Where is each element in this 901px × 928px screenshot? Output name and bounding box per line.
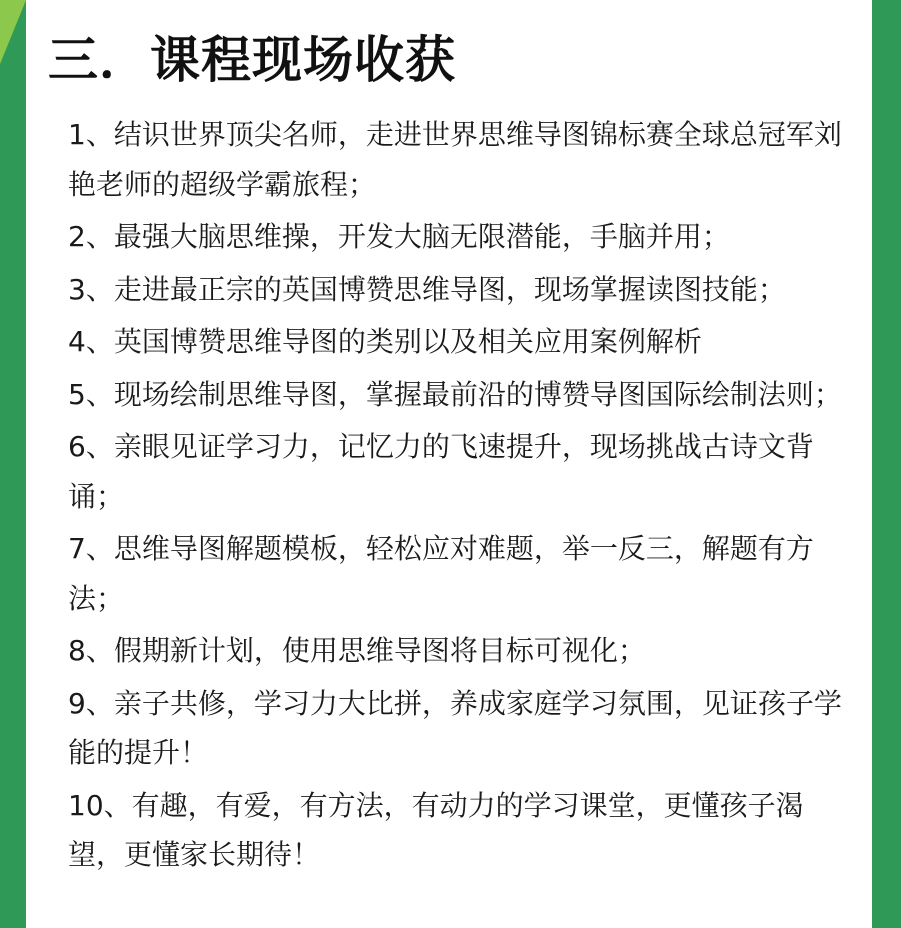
- benefits-list: [68, 110, 858, 883]
- list-item-10: 10、有趣，有爱，有方法，有动力的学习课堂，更懂孩子渴望，更懂家长期待！: [68, 788, 804, 871]
- list-item-2: 2、最强大脑思维操，开发大脑无限潜能，手脑并用；: [68, 220, 730, 253]
- corner-accent: [0, 0, 26, 64]
- list-item-8: 8、假期新计划，使用思维导图将目标可视化；: [68, 634, 646, 667]
- list-item-9: 9、亲子共修，学习力大比拼，养成家庭学习氛围，见证孩子学能的提升！: [68, 686, 842, 769]
- list-item-6: 6、亲眼见证学习力，记忆力的飞速提升，现场挑战古诗文背诵；: [68, 430, 814, 513]
- list-item-3: 3、走进最正宗的英国博赞思维导图，现场掌握读图技能；: [68, 272, 786, 306]
- content-panel: [26, 0, 872, 928]
- list-item-1: 1、结识世界顶尖名师，走进世界思维导图锦标赛全球总冠军刘艳老师的超级学霸旅程；: [68, 118, 842, 201]
- list-item-4: 4、英国博赞思维导图的类别以及相关应用案例解析: [68, 325, 702, 358]
- list-item-7: 7、思维导图解题模板，轻松应对难题，举一反三，解题有方法；: [68, 532, 814, 615]
- section-title: 三．课程现场收获: [48, 31, 456, 89]
- list-item-5: 5、现场绘制思维导图，掌握最前沿的博赞导图国际绘制法则；: [68, 377, 842, 411]
